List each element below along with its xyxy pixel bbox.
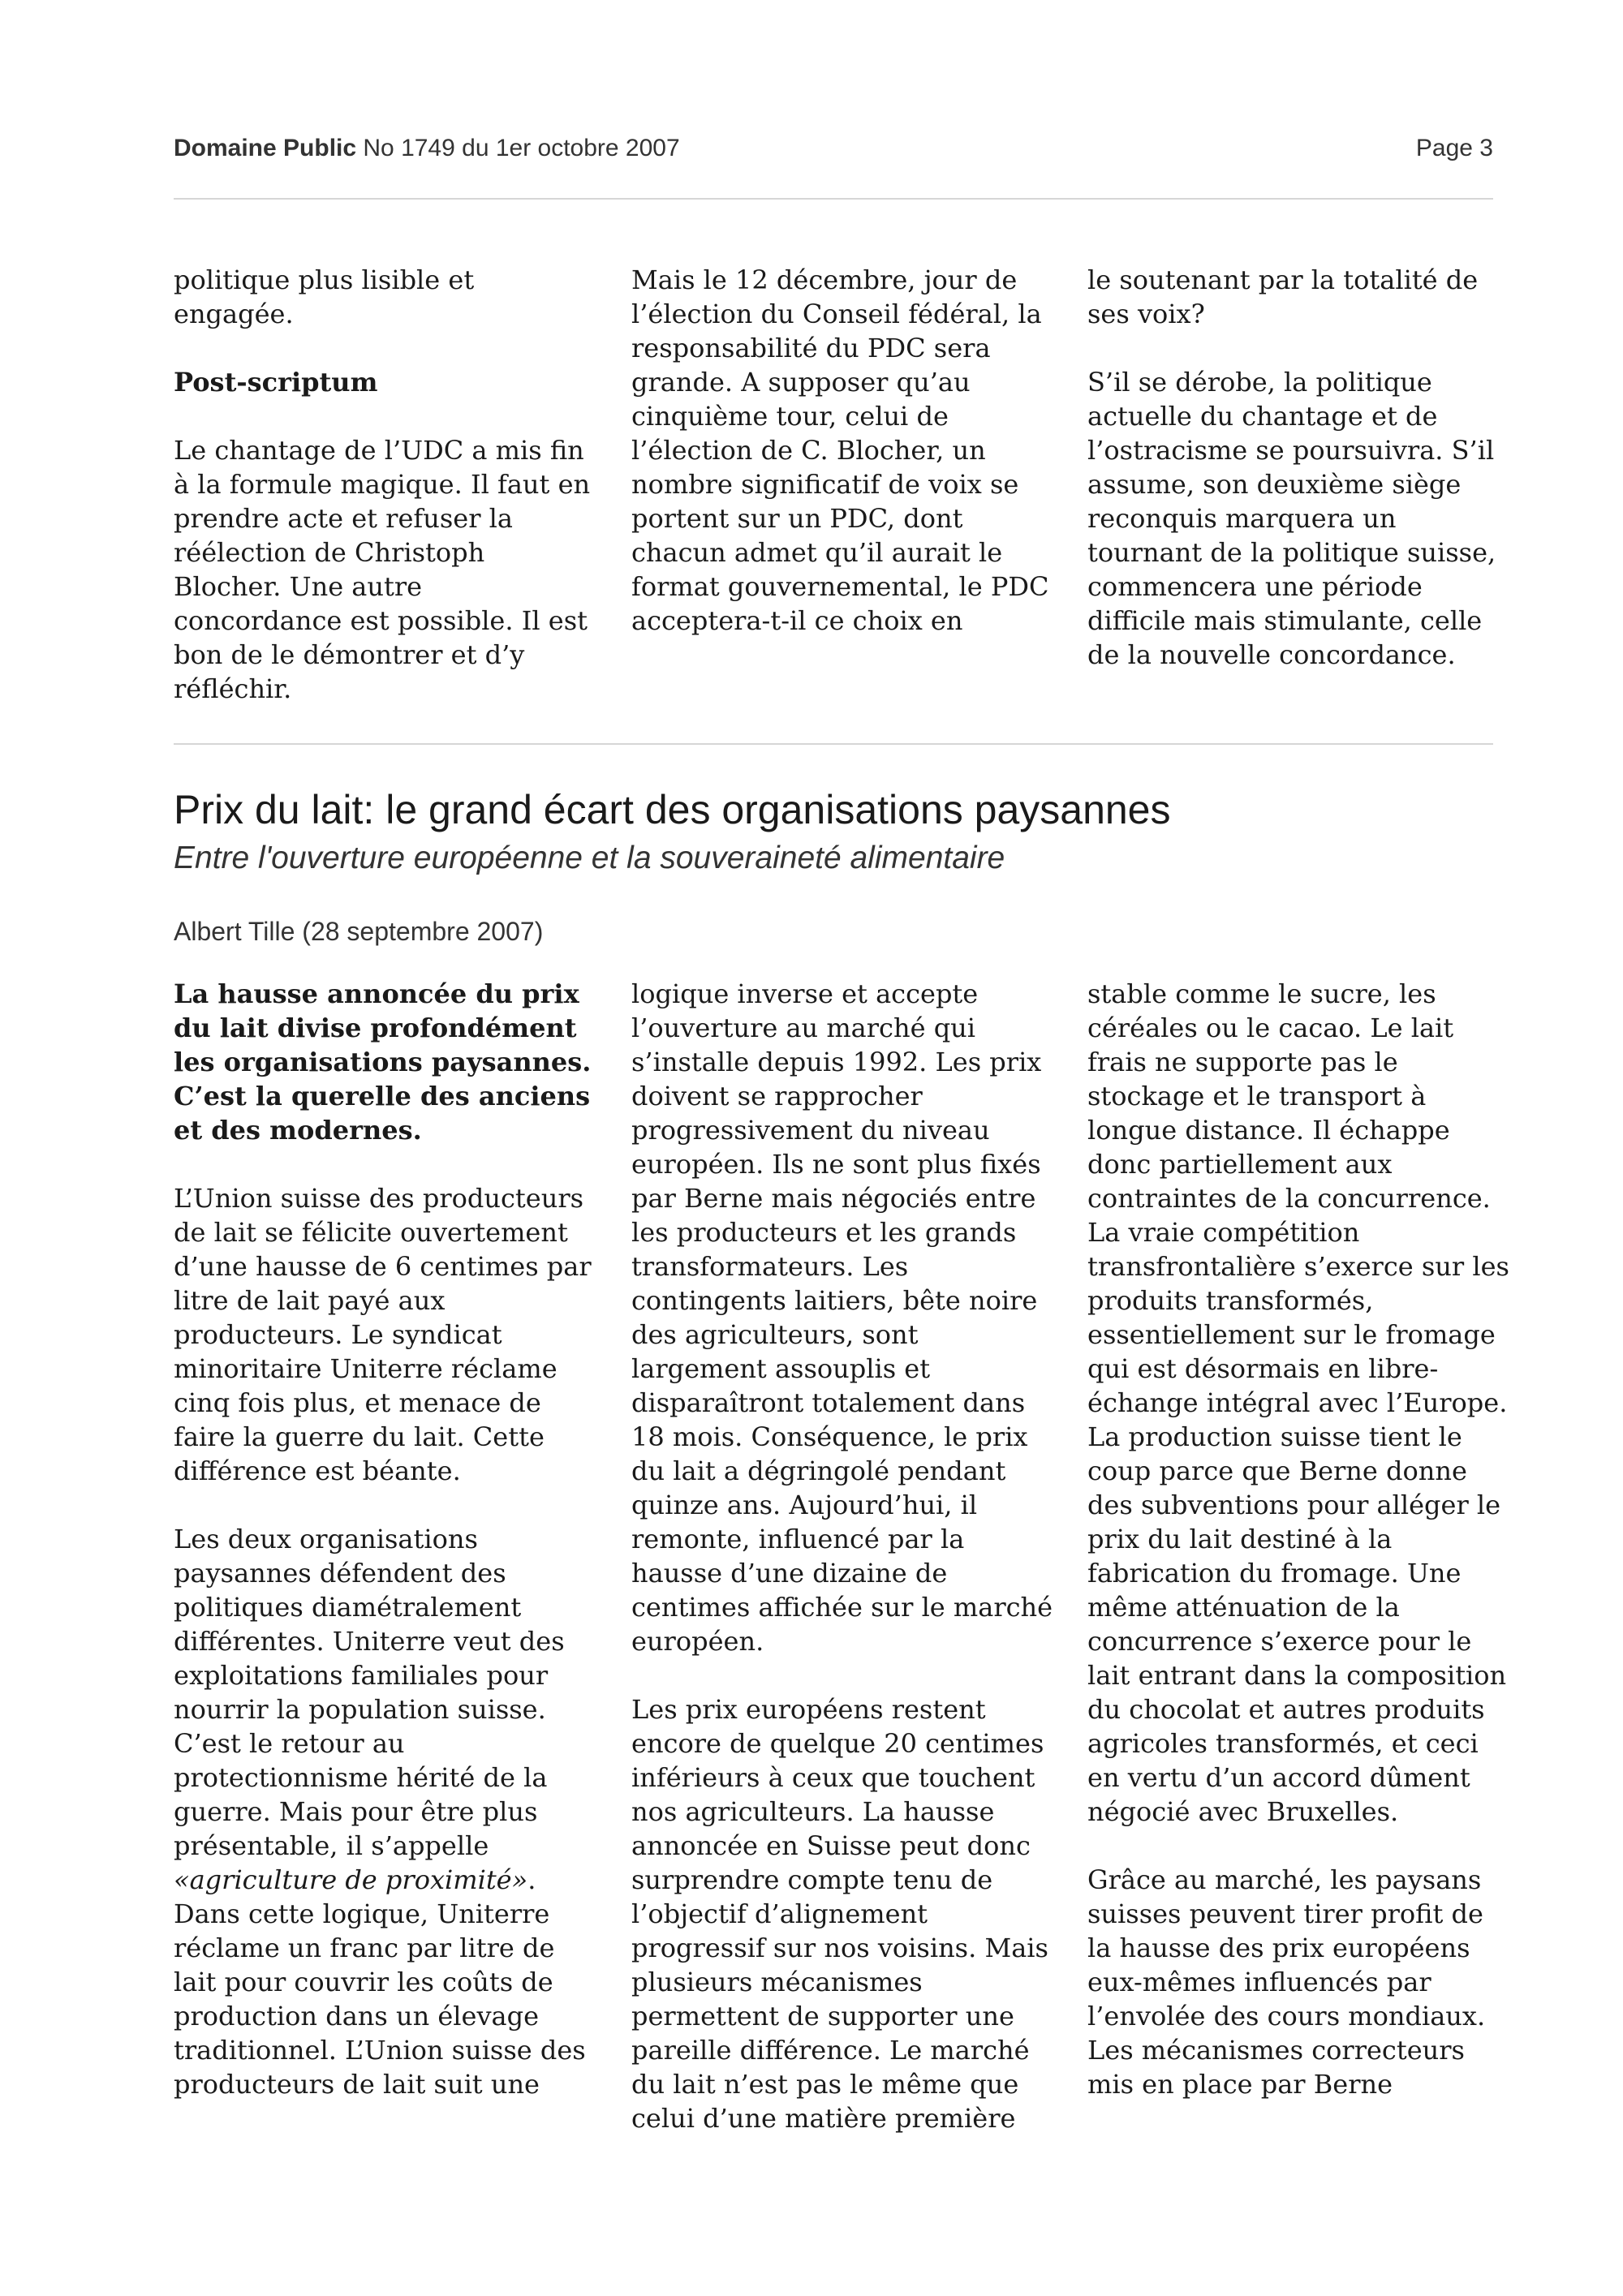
page-number: Page 3 (1415, 135, 1493, 161)
paragraph: Mais le 12 décembre, jour de l’élection du Conseil fédéral, la responsabilité du PDC sera grande. A supposer qu’au cinquième tour, celui de l’élection de C. Blocher, un nombre significatif de voix se portent sur un PDC, dont chacun admet qu’il aurait le format gouvernemental, le PDC acceptera-t-il ce choix en (631, 264, 1049, 636)
article-title: Prix du lait: le grand écart des organisations paysannes (174, 787, 1171, 832)
paragraph: logique inverse et accepte l’ouverture au marché qui s’installe depuis 1992. Les prix doivent se rapprocher progressivement du niveau européen. Ils ne sont plus fixés par Berne mais négociés entre les producteurs et les grands transformateurs. Les contingents laitiers, bête noire des agriculteurs, sont largement assouplis et disparaîtront totalement dans 18 mois. Conséquence, le prix du lait a dégringolé pendant quinze ans. Aujourd’hui, il remonte, influencé par la hausse d’une dizaine de centimes affichée sur le marché européen. (631, 978, 1053, 1657)
paragraph: le soutenant par la totalité de ses voix? (1087, 264, 1479, 329)
paragraph (174, 1522, 596, 2101)
prev-article-column-2 (631, 263, 1053, 638)
paragraph: Le chantage de l’UDC a mis fin à la formule magique. Il faut en prendre acte et refuser la réélection de Christoph Blocher. Une autre concordance est possible. Il est bon de le démontrer et d’y réfléchir. (174, 435, 591, 704)
paragraph: politique plus lisible et engagée. (174, 264, 475, 329)
paragraph: stable comme le sucre, les céréales ou le cacao. Le lait frais ne supporte pas le stockage et le transport à longue distance. Il échappe donc partiellement aux contraintes de la concurrence. La vraie compétition transfrontalière s’exerce sur les produits transformés, essentiellement sur le fromage qui est désormais en libre-échange intégral avec l’Europe. La production suisse tient le coup parce que Berne donne des subventions pour alléger le prix du lait destiné à la fabrication du fromage. Une même atténuation de la concurrence s’exerce pour le lait entrant dans la composition du chocolat et autres produits agricoles transformés, et ceci en vertu d’un accord dûment négocié avec Bruxelles. (1087, 978, 1509, 1827)
prev-article-column-3 (1087, 263, 1509, 672)
section-subhead: Post-scriptum (174, 367, 378, 398)
article-column-3 (1087, 977, 1509, 2101)
paragraph-text: Les deux organisations paysannes défendent des politiques diamétralement différentes. Uniterre veut des exploitations familiales pour nourrir la population suisse. C’est le retour au protectionnisme hérité de la guerre. Mais pour être plus présentable, il s’appelle (174, 1524, 565, 1861)
article-subtitle: Entre l'ouverture européenne et la souveraineté alimentaire (174, 841, 1005, 875)
publication-name: Domaine Public (174, 135, 357, 161)
prev-article-column-1 (174, 263, 596, 706)
article-byline: Albert Tille (28 septembre 2007) (174, 917, 544, 946)
article-column-2 (631, 977, 1053, 2135)
paragraph: Grâce au marché, les paysans suisses peuvent tirer profit de la hausse des prix européens eux-mêmes influencés par l’envolée des cours mondiaux. Les mécanismes correcteurs mis en place par Berne (1087, 1864, 1486, 2100)
paragraph: L’Union suisse des producteurs de lait se félicite ouvertement d’une hausse de 6 centimes par litre de lait payé aux producteurs. Le syndicat minoritaire Uniterre réclame cinq fois plus, et menace de faire la guerre du lait. Cette différence est béante. (174, 1183, 592, 1486)
quoted-term: «agriculture de proximité» (174, 1864, 528, 1895)
page-header (174, 135, 1493, 170)
paragraph: S’il se dérobe, la politique actuelle du chantage et de l’ostracisme se poursuivra. S’il assume, son deuxième siège reconquis marquera un tournant de la politique suisse, commencera une période difficile mais stimulante, celle de la nouvelle concordance. (1087, 367, 1496, 670)
article-lead: La hausse annoncée du prix du lait divise profondément les organisations paysannes. C’est la querelle des anciens et des modernes. (174, 978, 592, 1146)
article-column-1 (174, 977, 596, 2101)
paragraph: Les prix européens restent encore de quelque 20 centimes inférieurs à ceux que touchent nos agriculteurs. La hausse annoncée en Suisse peut donc surprendre compte tenu de l’objectif d’alignement progressif sur nos voisins. Mais plusieurs mécanismes permettent de supporter une pareille différence. Le marché du lait n’est pas le même que celui d’une matière première (631, 1694, 1048, 2134)
header-divider (174, 198, 1493, 200)
issue-info: No 1749 du 1er octobre 2007 (356, 135, 680, 161)
article-divider (174, 743, 1493, 745)
paragraph-text: . Dans cette logique, Uniterre réclame un franc par litre de lait pour couvrir les coûts de production dans un élevage traditionnel. L’Union suisse des producteurs de lait suit une (174, 1864, 586, 2100)
